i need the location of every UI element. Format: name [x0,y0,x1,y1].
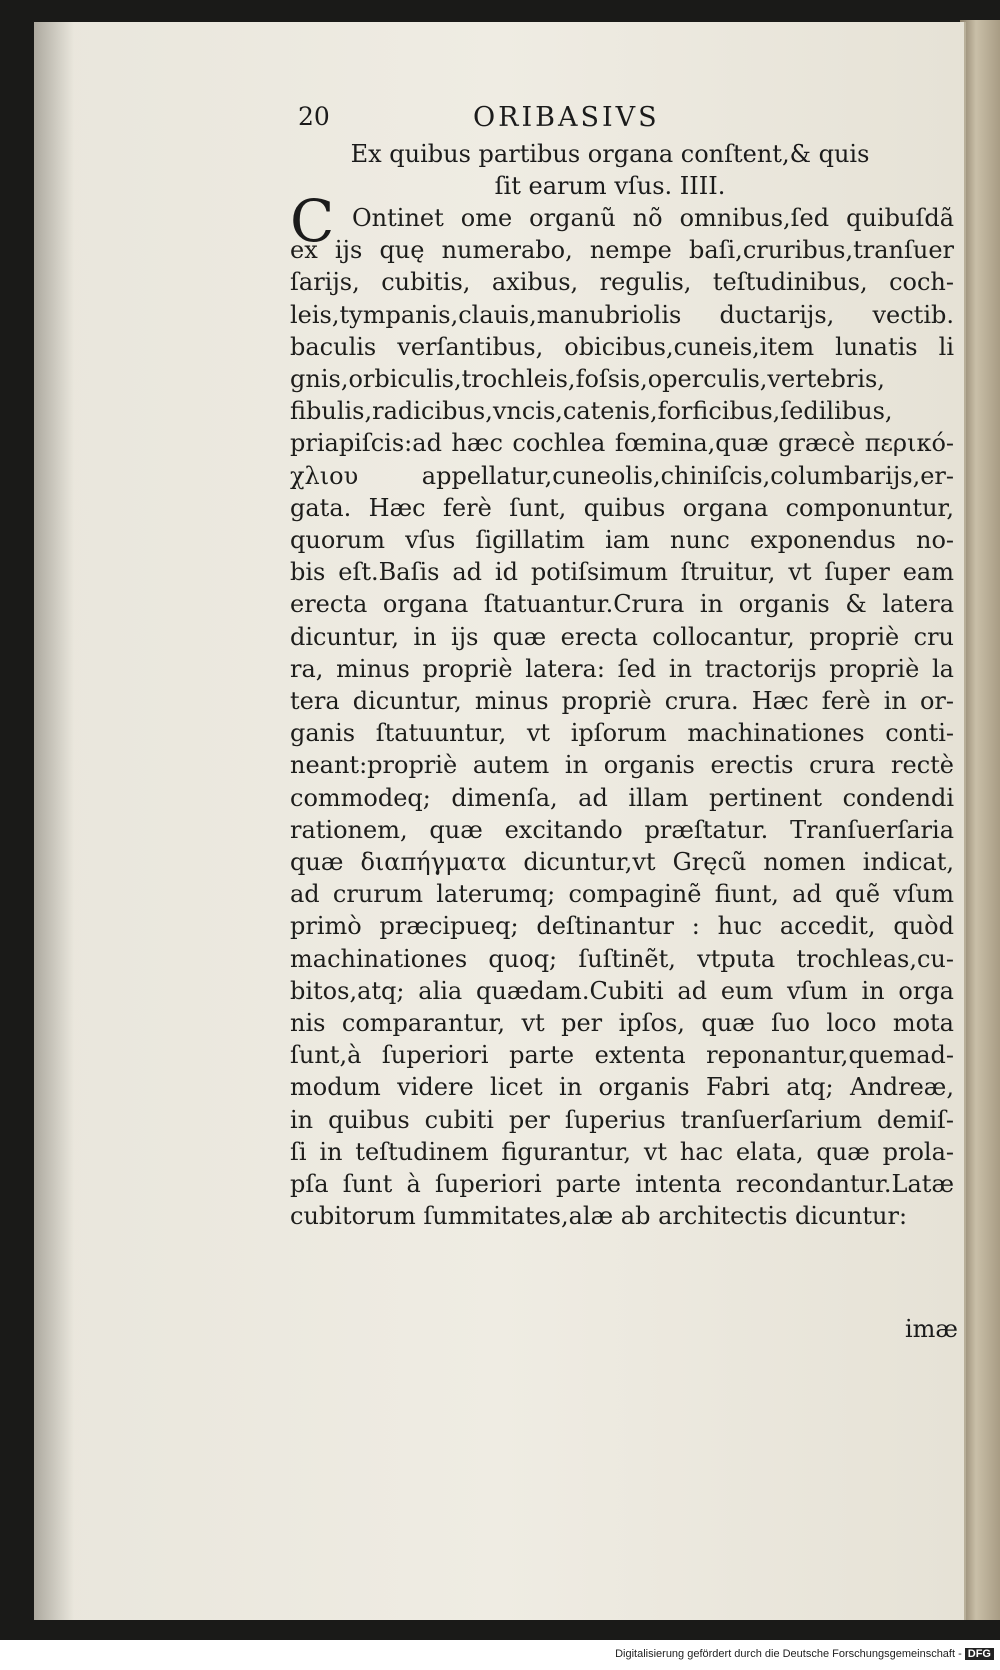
footer-credit [0,1648,994,1660]
text-line: quæ διαπήγματα dicuntur,vt Gręcũ nomen indicat, [290,848,954,876]
text-line: leis,tympanis,clauis,manubriolis ductarijs, vectib. [290,300,954,329]
text-line: tera dicuntur, minus propriè crura. Hæc ferè in or- [290,687,954,715]
book-fore-edge [960,20,1000,1620]
text-line: ſunt,à ſuperiori parte extenta reponantur,quemad- [290,1041,954,1070]
text-line: primò præcipueq; deſtinantur : huc accedit, quòd [290,912,954,941]
text-line: baculis verſantibus, obicibus,cuneis,item lunatis li [290,332,954,361]
drop-cap: C [290,187,335,255]
text-line: cubitorum ſummitates,alæ ab architectis dicuntur: [290,1202,908,1231]
running-head [298,102,738,142]
text-line: ſarijs, cubitis, axibus, regulis, teſtudinibus, coch- [290,268,954,297]
text-line: fibulis,radicibus,vncis,catenis,forficibus,ſedilibus, [290,397,893,426]
text-line: bitos,atq; alia quædam.Cubiti ad eum vſum in orga [290,976,954,1005]
footer-credit-text: Digitalisierung gefördert durch die Deutsche Forschungsgemeinschaft - [615,1648,962,1660]
text-line: bis eſt.Baſis ad id potiſsimum ſtruitur, vt ſuper eam [290,558,954,587]
catchword: imæ [905,1315,958,1343]
text-line: dicuntur, in ijs quæ erecta collocantur, propriè cru [290,622,954,651]
text-line: ſi in teſtudinem figurantur, vt hac elata, quæ prola- [290,1137,954,1166]
text-line: Ontinet ome organũ nõ omnibus,ſed quibuſdã [352,204,954,232]
text-line: commodeq; dimenſa, ad illam pertinent condendi [290,783,954,812]
text-line: quorum vſus ſigillatim iam nunc exponendus no- [290,526,954,554]
text-line: χλιου appellatur,cuneolis,chiniſcis,columbarijs,er- [290,461,954,490]
text-line: machinationes quoq; ſuſtinẽt, vtputa trochleas,cu- [290,944,954,973]
text-line: ra, minus propriè latera: ſed in tractorijs propriè la [290,654,954,683]
text-line: erecta organa ſtatuantur.Crura in organis & latera [290,590,954,619]
text-line: rationem, quæ excitando præſtatur. Tranſuerſaria [290,815,954,844]
chapter-heading-line-1: Ex quibus partibus organa conſtent,& quis [350,140,870,168]
chapter-heading-line-2: ſit earum vſus. IIII. [494,172,726,200]
text-line: priapiſcis:ad hæc cochlea fœmina,quæ græcè περικό- [290,429,954,458]
running-title: ORIBASIVS [473,102,660,133]
text-line: neant:propriè autem in organis erectis crura rectè [290,751,954,780]
text-line: modum videre licet in organis Fabri atq; Andreæ, [290,1073,954,1102]
text-line: ad crurum laterumq; compaginẽ fiunt, ad quẽ vſum [290,880,954,909]
text-line: gnis,orbiculis,trochleis,foſsis,operculis,vertebris, [290,365,885,393]
text-line: ex ijs quę numerabo, nempe baſi,cruribus,tranſuer [290,236,954,265]
text-line: ganis ſtatuuntur, vt ipſorum machinationes conti- [290,719,954,748]
text-line: pſa ſunt à ſuperiori parte intenta recondantur.Latæ [290,1170,954,1198]
page-number: 20 [298,102,330,131]
text-line: in quibus cubiti per ſuperius tranſuerſarium demiſ- [290,1105,954,1134]
gutter-shadow [34,22,74,1620]
text-line: gata. Hæc ferè ſunt, quibus organa componuntur, [290,493,954,522]
dfg-logo: DFG [965,1648,994,1660]
text-line: nis comparantur, vt per ipſos, quæ ſuo loco mota [290,1009,954,1037]
